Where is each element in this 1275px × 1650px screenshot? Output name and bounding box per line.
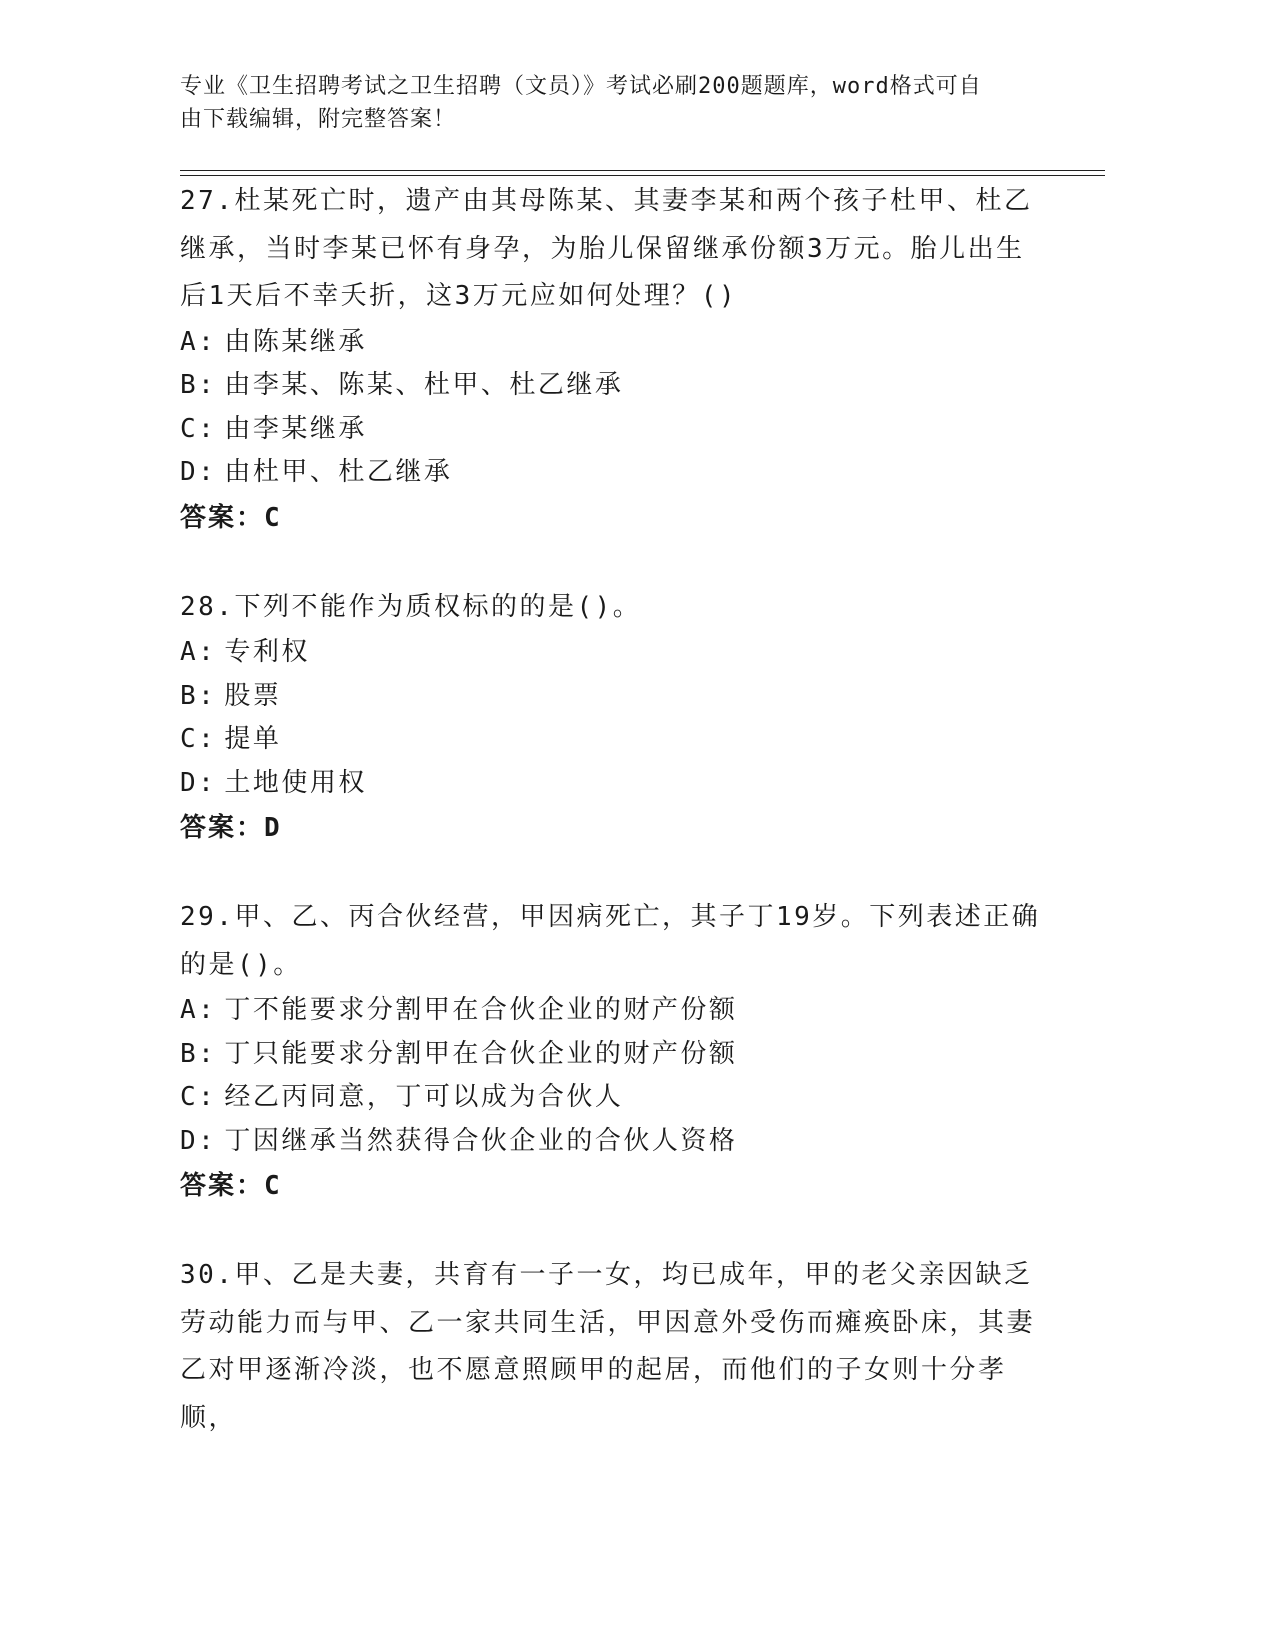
question-text: 27.杜某死亡时，遗产由其母陈某、其妻李某和两个孩子杜甲、杜乙继承，当时李某已怀有身孕，为胎儿保留继承份额3万元。胎儿出生后1天后不幸夭折，这3万元应如何处理？() — [180, 186, 1033, 311]
option-a — [180, 989, 1050, 1033]
option-b — [180, 364, 1050, 408]
option-text: 专利权 — [224, 637, 310, 667]
option-d — [180, 762, 1050, 806]
question-text: 30.甲、乙是夫妻，共育有一子一女，均已成年，甲的老父亲因缺乏劳动能力而与甲、乙一家共同生活，甲因意外受伤而瘫痪卧床，其妻乙对甲逐渐冷淡，也不愿意照顾甲的起居，而他们的子女则十分孝顺， — [180, 1260, 1036, 1433]
header-line-2: 由下载编辑，附完整答案！ — [180, 107, 457, 132]
option-key: D: — [180, 457, 217, 487]
option-c — [180, 1076, 1050, 1120]
question-28 — [180, 584, 1050, 853]
option-key: B: — [180, 370, 217, 400]
option-a — [180, 631, 1050, 675]
header-divider-bottom — [180, 175, 1105, 176]
question-30 — [180, 1252, 1050, 1442]
option-text: 丁不能要求分割甲在合伙企业的财产份额 — [224, 995, 738, 1025]
option-text: 由陈某继承 — [224, 326, 367, 357]
option-text: 丁只能要求分割甲在合伙企业的财产份额 — [224, 1038, 738, 1069]
option-c — [180, 718, 1050, 762]
answer-label: 答案：C — [180, 502, 282, 533]
option-text: 由李某继承 — [224, 413, 367, 444]
answer-label: 答案：D — [180, 813, 282, 843]
option-d — [180, 451, 1050, 495]
option-text: 由李某、陈某、杜甲、杜乙继承 — [224, 370, 624, 400]
document-header — [180, 70, 1040, 136]
option-key: D: — [180, 1125, 217, 1156]
option-key: A: — [180, 995, 217, 1025]
question-text: 28.下列不能作为质权标的的是()。 — [180, 591, 642, 622]
option-text: 土地使用权 — [224, 767, 367, 798]
question-text: 29.甲、乙、丙合伙经营，甲因病死亡，其子丁19岁。下列表述正确的是()。 — [180, 902, 1041, 980]
header-line-1: 专业《卫生招聘考试之卫生招聘（文员）》考试必刷200题题库，word格式可自 — [180, 74, 982, 99]
question-29 — [180, 894, 1050, 1210]
option-b — [180, 1033, 1050, 1077]
option-a — [180, 321, 1050, 365]
option-key: C: — [180, 724, 217, 754]
question-list — [180, 178, 1050, 1484]
option-key: B: — [180, 1038, 217, 1069]
option-key: C: — [180, 1082, 217, 1112]
option-text: 丁因继承当然获得合伙企业的合伙人资格 — [224, 1125, 738, 1156]
option-text: 由杜甲、杜乙继承 — [224, 457, 453, 487]
option-text: 提单 — [224, 724, 282, 754]
option-c — [180, 408, 1050, 452]
header-divider-top — [180, 170, 1105, 171]
option-b — [180, 675, 1050, 719]
option-key: C: — [180, 413, 217, 444]
option-key: D: — [180, 767, 217, 798]
option-text: 经乙丙同意，丁可以成为合伙人 — [224, 1082, 624, 1112]
option-key: B: — [180, 680, 217, 711]
option-key: A: — [180, 637, 217, 667]
question-27 — [180, 178, 1050, 542]
answer-label: 答案：C — [180, 1171, 282, 1201]
option-d — [180, 1120, 1050, 1164]
option-text: 股票 — [224, 680, 282, 711]
option-key: A: — [180, 326, 217, 357]
